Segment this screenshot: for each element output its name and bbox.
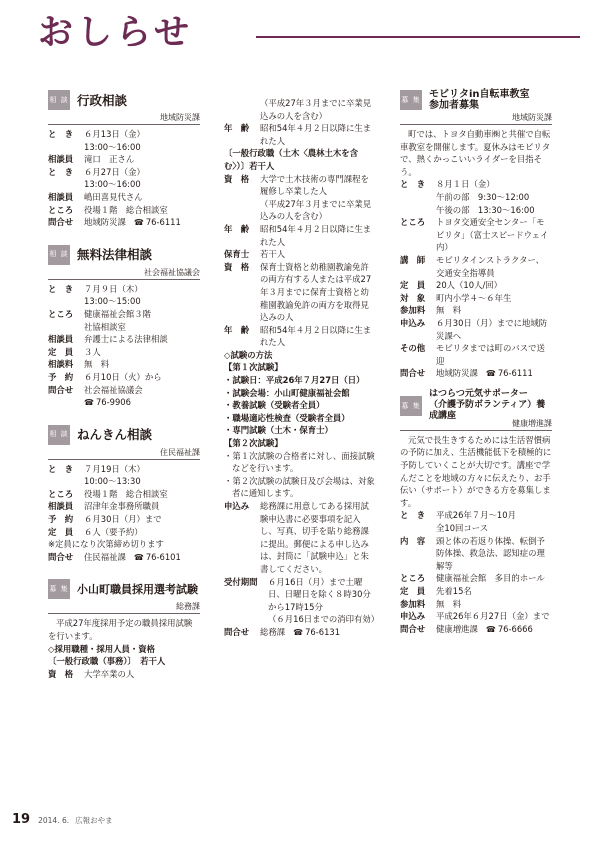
row-label: 内 容 — [400, 535, 426, 546]
section-title — [429, 389, 552, 422]
info-row — [48, 371, 200, 384]
section-hatsuratsu — [400, 389, 552, 637]
row-value: 健康福祉会館 多目的ホール — [436, 573, 545, 584]
row-label: 問合せ — [400, 368, 426, 379]
row-value: 健康福祉会館３階 — [84, 308, 151, 319]
row-value: ３人 — [84, 346, 101, 357]
phone-icon: ☎ — [293, 627, 304, 637]
row-label: 参加料 — [400, 305, 426, 316]
row-label: 問合せ — [48, 217, 74, 228]
intro-text: 町では、トヨタ自動車㈱と共催で自転車教室を開催します。夏休みはモビリタで、熱くかっこいいライダーを目指そう。 — [400, 129, 551, 177]
phone-icon: ☎ — [84, 398, 94, 408]
row-value: 大学卒業の人 — [84, 668, 135, 679]
info-row — [400, 610, 552, 623]
info-row — [48, 153, 200, 166]
phone-number: 76-6111 — [145, 217, 181, 228]
row-value: 住民福祉課 — [84, 551, 126, 562]
list-item: ・教養試験（受験者全員） — [224, 400, 325, 411]
phone-number: 76-9906 — [95, 397, 131, 408]
row-label: 問合せ — [224, 626, 250, 637]
phone-icon: ☎ — [133, 218, 144, 228]
row-value: 午後の部 13:30～16:00 — [436, 204, 535, 215]
row-value: ８月１日（金） — [436, 179, 495, 190]
row-value: ６人（要予約） — [84, 526, 143, 537]
info-row — [48, 283, 200, 296]
row-label: と き — [48, 283, 74, 294]
subheading: ◇採用職種・採用人員・資格 — [48, 643, 155, 654]
row-value: 弁護士による法律相談 — [84, 334, 168, 345]
row-value: 10:00～13:30 — [84, 476, 141, 487]
note-text: ※定員になり次第締め切ります — [48, 539, 164, 550]
info-row — [48, 668, 200, 681]
phone-icon: ☎ — [485, 624, 496, 634]
row-label: 相談員 — [48, 154, 74, 165]
department-label: 社会福祉協議会 — [48, 267, 200, 280]
row-value: 全10回コース — [436, 523, 489, 534]
row-value: 健康増進課 — [436, 623, 478, 634]
publication-name: 広報おやま — [75, 816, 113, 825]
row-label: ところ — [48, 204, 74, 215]
section-title: 行政相談 — [77, 92, 128, 108]
list-item: ・第１次試験の合格者に対し、面接試験などを行います。 — [224, 450, 375, 474]
section-gyosei-soudan — [48, 88, 200, 230]
row-value: 昭和54年４月２日以降に生まれた人 — [260, 324, 372, 348]
row-label: ところ — [400, 217, 426, 228]
row-value: ６月27日（金） — [84, 166, 145, 177]
row-value: トヨタ交通安全センター「モビリタ」（富士スピードウェイ内） — [436, 217, 549, 253]
subheading: 〔一般行政職（土木〈農林土木を含む〉）〕若干人 — [224, 148, 358, 171]
row-value: 昭和54年４月２日以降に生まれた人 — [260, 123, 372, 146]
row-label: ところ — [400, 573, 426, 584]
phone-line — [48, 396, 200, 410]
row-value: 総務課に用意してある採用試験申込書に必要事項を記入し、写真、切手を貼り総務課に提出。郵便による申し込みは、封筒に「試験申込」と朱書してください。 — [260, 501, 369, 574]
page-number: 19 — [12, 812, 31, 827]
row-value: 地域防災課 — [84, 217, 126, 228]
list-item: ・試験会場：小山町健康福祉会館 — [224, 387, 350, 398]
department-label: 総務課 — [48, 601, 200, 614]
row-label: 定 員 — [400, 280, 426, 291]
info-row — [400, 535, 552, 573]
info-row — [48, 500, 200, 513]
column-1 — [48, 88, 200, 693]
row-value: ７月９日（木） — [84, 283, 143, 294]
row-label: ところ — [48, 308, 74, 319]
row-value: モビリタまでは町のバスで送迎 — [436, 343, 545, 366]
row-label: その他 — [400, 343, 426, 354]
title-line: はつらつ元気サポーター — [429, 389, 528, 400]
category-badge: 募 集 — [400, 90, 422, 110]
row-label: と き — [48, 463, 74, 474]
row-label: 問合せ — [400, 623, 426, 634]
column-2 — [224, 97, 380, 640]
row-label: 相談料 — [48, 359, 74, 370]
info-row — [224, 261, 376, 324]
department-label: 健康増進課 — [400, 418, 552, 431]
row-label: 参加料 — [400, 598, 426, 609]
row-value: 昭和54年４月２日以降に生まれた人 — [260, 223, 372, 247]
row-value: モビリタインストラクター、交通安全指導員 — [436, 254, 544, 278]
phone-number: 76-6666 — [497, 623, 533, 634]
row-label: 定 員 — [48, 346, 74, 357]
row-label: 予 約 — [48, 514, 74, 525]
column-3 — [400, 88, 552, 649]
row-value: 大学で土木技術の専門課程を履修し卒業した人 — [260, 173, 369, 197]
row-label: と き — [400, 510, 426, 521]
row-value: 若干人 — [260, 249, 286, 260]
info-row — [48, 216, 200, 230]
info-row — [400, 317, 552, 342]
row-value: 先着15名 — [436, 586, 472, 596]
row-value: 無 料 — [436, 598, 462, 609]
row-label: 講 師 — [400, 254, 426, 265]
row-value: 13:00～16:00 — [84, 179, 141, 190]
info-row — [48, 191, 200, 204]
row-label: 資 格 — [224, 173, 250, 184]
category-badge: 募 集 — [400, 396, 422, 416]
row-value: 保育士資格と幼稚園教諭免許の両方有する人または平成27年３月までに保育士資格と幼稚園教諭免許の両方を取得見込みの人 — [260, 261, 372, 323]
phone-number: 76-6101 — [145, 551, 181, 562]
row-value: 無 料 — [436, 305, 462, 316]
row-label: 年 齢 — [224, 324, 250, 335]
row-value: （平成27年３月までに卒業見込みの人を含む） — [260, 198, 372, 222]
info-row — [400, 178, 552, 191]
title-line: （介護予防ボランティア）養成講座 — [429, 400, 546, 422]
row-value: 町内小学４～６年生 — [436, 292, 512, 303]
info-row — [400, 216, 552, 254]
row-value: ６月16日（月）まで土曜日、日曜日を除く８時30分から17時15分 — [268, 576, 371, 612]
info-row — [224, 122, 376, 147]
row-label: 予 約 — [48, 371, 74, 382]
info-row — [48, 526, 200, 539]
info-row — [224, 500, 376, 576]
list-item: ・専門試験（土木・保育士） — [224, 425, 333, 436]
info-row — [48, 358, 200, 371]
row-label: 相談員 — [48, 191, 74, 202]
row-value: 社会福祉協議会 — [84, 384, 143, 395]
title-line: モビリタin自転車教室 — [429, 89, 530, 100]
info-row — [400, 572, 552, 585]
row-label: 定 員 — [400, 586, 426, 596]
row-value: 役場１階 総合相談室 — [84, 204, 168, 215]
section-title: 小山町職員採用選考試験 — [77, 582, 198, 596]
info-row — [400, 254, 552, 279]
info-row — [48, 463, 200, 476]
info-row — [48, 308, 200, 321]
row-value: ６月10日（火）から — [84, 371, 162, 382]
category-badge: 相 談 — [48, 245, 70, 265]
info-row — [400, 585, 552, 598]
row-value: 滝口 正さん — [84, 154, 135, 165]
subheading: 【第１次試験】 — [224, 362, 283, 373]
info-row — [48, 333, 200, 346]
issue-date: 2014. 6. — [38, 816, 70, 825]
info-row — [224, 223, 376, 248]
row-value: ７月19日（木） — [84, 463, 145, 474]
row-label: と き — [48, 166, 74, 177]
row-label: 相談員 — [48, 334, 74, 345]
info-row — [224, 576, 376, 614]
intro-text: 平成27年度採用予定の職員採用試験を行います。 — [48, 618, 193, 642]
section-head — [400, 389, 552, 422]
info-row — [400, 367, 552, 381]
section-title: 無料法律相談 — [77, 247, 153, 263]
phone-icon: ☎ — [133, 552, 144, 562]
row-label: 申込み — [400, 317, 426, 328]
section-title — [429, 89, 530, 111]
section-saiyo — [48, 577, 200, 680]
section-head — [400, 88, 552, 112]
row-label: 年 齢 — [224, 123, 250, 134]
category-badge: 相 談 — [48, 425, 70, 445]
info-row — [400, 304, 552, 317]
row-label: 定 員 — [48, 526, 74, 537]
info-row — [400, 279, 552, 292]
row-value: 嶋田喜見代さん — [84, 191, 143, 202]
row-label: 問合せ — [48, 551, 74, 562]
phone-number: 76-6111 — [497, 368, 533, 379]
list-item: ・職場適応性検査（受験者全員） — [224, 412, 350, 423]
row-value: 役場１階 総合相談室 — [84, 488, 168, 499]
info-row — [48, 551, 200, 565]
section-head — [48, 423, 200, 447]
list-item: ・第２次試験の試験日及び会場は、対象者に通知します。 — [224, 475, 375, 499]
row-label: 対 象 — [400, 292, 426, 303]
info-row — [224, 173, 376, 198]
info-row — [400, 342, 552, 367]
info-row — [224, 626, 376, 640]
department-label: 住民福祉課 — [48, 447, 200, 460]
row-value: 地域防災課 — [436, 368, 478, 379]
section-head — [48, 88, 200, 112]
row-label: 申込み — [400, 611, 426, 622]
info-row — [224, 248, 376, 261]
row-value: 総務課 — [260, 626, 286, 637]
info-row — [48, 346, 200, 359]
row-value: 頭と体の若返り体操、転倒予防体操、救急法、認知症の理解等 — [436, 535, 545, 571]
header-rule — [256, 36, 580, 38]
row-label: と き — [400, 179, 426, 190]
section-head — [48, 243, 200, 267]
row-value: 社協相談室 — [84, 321, 126, 332]
row-label: 保育士 — [224, 249, 250, 260]
row-value: 13:00～16:00 — [84, 141, 141, 152]
row-value: （平成27年３月までに卒業見込みの人を含む） — [260, 98, 372, 121]
row-value: ６月30日（月）までに地域防災課へ — [436, 317, 548, 341]
row-value: （６月16日までの消印有効） — [268, 614, 380, 625]
intro-text: 元気で長生きするためには生活習慣病の予防に加え、生活機能低下を積極的に予防していくことが大切です。講座で学んだことを地域の方々に伝えたり、お手伝い（サポート）ができる方を募集します。 — [400, 434, 552, 508]
info-row — [48, 204, 200, 217]
row-value: ６月30日（月）まで — [84, 514, 162, 525]
subheading: 【第２次試験】 — [224, 438, 283, 449]
info-row — [400, 598, 552, 611]
info-row — [48, 128, 200, 141]
row-label: ところ — [48, 488, 74, 499]
row-value: 午前の部 9:30～12:00 — [436, 191, 530, 202]
department-label: 地域防災課 — [400, 112, 552, 125]
section-muryo-horitsu — [48, 243, 200, 410]
section-mobility-bike — [400, 88, 552, 381]
section-nenkin — [48, 423, 200, 565]
subheading: 〔一般行政職（事務）〕 若干人 — [48, 656, 166, 667]
section-title: ねんきん相談 — [77, 427, 153, 443]
section-head — [48, 577, 200, 601]
info-row — [48, 488, 200, 501]
row-value: 平成26年７月～10月 — [436, 510, 516, 521]
info-row — [224, 324, 376, 349]
category-badge: 相 談 — [48, 90, 70, 110]
info-row — [400, 623, 552, 637]
info-row — [48, 513, 200, 526]
subheading: ◇試験の方法 — [224, 349, 273, 360]
info-row — [48, 384, 200, 397]
row-value: 沼津年金事務所職員 — [84, 501, 160, 512]
info-row — [400, 509, 552, 522]
info-row — [48, 166, 200, 179]
page-footer — [12, 812, 113, 827]
info-row — [400, 292, 552, 305]
row-value: 13:00～15:00 — [84, 296, 141, 307]
row-label: 相談員 — [48, 501, 74, 512]
row-value: 20人（10人/回） — [436, 280, 503, 291]
row-label: 資 格 — [48, 668, 74, 679]
row-label: 年 齢 — [224, 223, 250, 234]
row-label: と き — [48, 129, 74, 139]
department-label: 地域防災課 — [48, 112, 200, 125]
row-label: 受付期間 — [224, 576, 258, 587]
phone-number: 76-6131 — [305, 626, 341, 637]
row-label: 資 格 — [224, 261, 250, 272]
row-label: 申込み — [224, 501, 250, 511]
list-item: ・試験日：平成26年７月27日（日） — [224, 375, 365, 386]
row-value: 無 料 — [84, 359, 110, 370]
row-label: 問合せ — [48, 384, 74, 395]
page-header — [38, 10, 583, 56]
title-line: 参加者募集 — [429, 100, 479, 111]
row-value: ６月13日（金） — [84, 129, 145, 139]
phone-icon: ☎ — [485, 369, 496, 379]
category-badge: 募 集 — [48, 579, 70, 599]
page-title: おしらせ — [38, 13, 193, 53]
row-value: 平成26年６月27日（金）まで — [436, 611, 550, 622]
